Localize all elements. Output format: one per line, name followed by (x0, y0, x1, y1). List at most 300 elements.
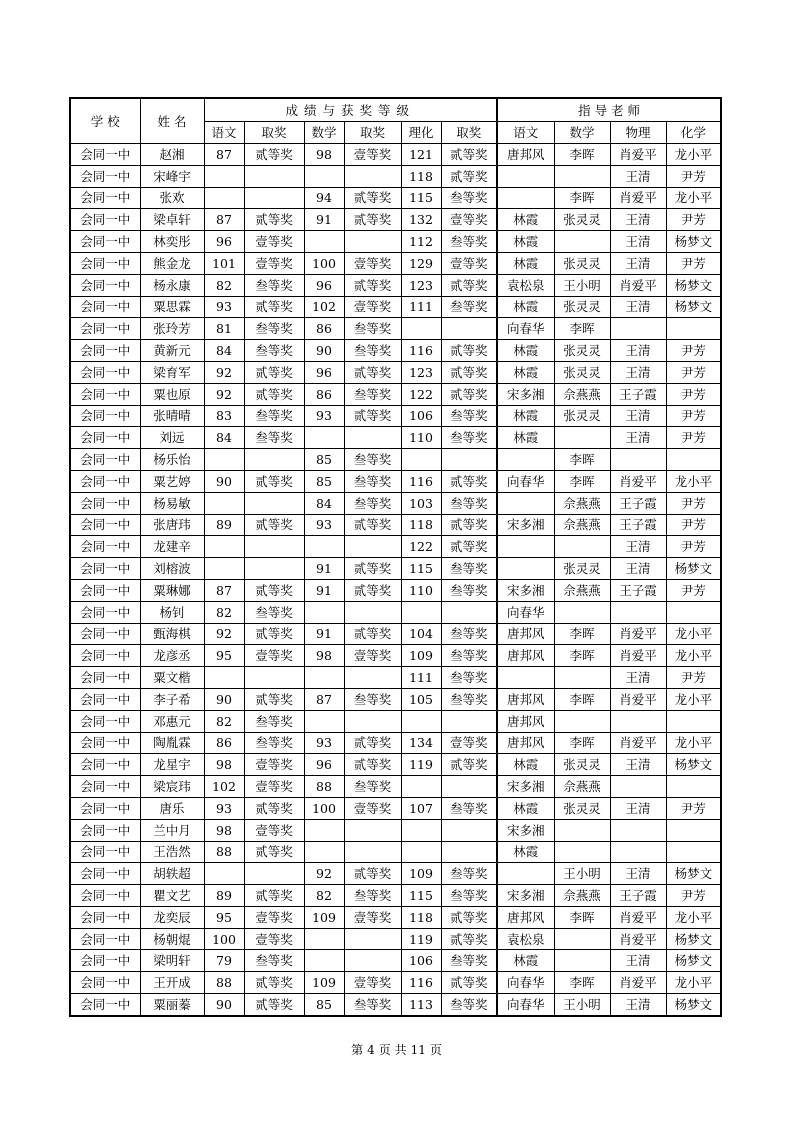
cell-teacher-physics: 肖爱平 (610, 972, 666, 994)
cell-student-name: 邓惠元 (140, 710, 204, 732)
cell-teacher-chemistry: 杨梦文 (666, 928, 721, 950)
cell-science-award: 叁等奖 (441, 187, 497, 209)
cell-teacher-chinese: 向春华 (497, 972, 554, 994)
cell-student-name: 梁明轩 (140, 950, 204, 972)
cell-teacher-chemistry: 杨梦文 (666, 994, 721, 1016)
cell-math-score (304, 427, 344, 449)
cell-teacher-physics: 肖爱平 (610, 623, 666, 645)
cell-math-award: 壹等奖 (344, 645, 401, 667)
cell-math-award: 贰等奖 (344, 187, 401, 209)
cell-teacher-math (554, 667, 610, 689)
cell-math-award: 贰等奖 (344, 274, 401, 296)
cell-teacher-physics: 肖爱平 (610, 144, 666, 166)
cell-science-score: 116 (401, 340, 441, 362)
table-row (70, 296, 721, 318)
cell-teacher-chinese: 林霞 (497, 797, 554, 819)
cell-teacher-chemistry: 杨梦文 (666, 754, 721, 776)
cell-teacher-chemistry: 尹芳 (666, 492, 721, 514)
cell-science-score (401, 449, 441, 471)
cell-teacher-chinese: 林霞 (497, 340, 554, 362)
cell-teacher-math: 张灵灵 (554, 558, 610, 580)
cell-school: 会同一中 (70, 514, 140, 536)
cell-chinese-score (204, 558, 244, 580)
cell-chinese-award (244, 667, 304, 689)
cell-chinese-award: 贰等奖 (244, 885, 304, 907)
cell-teacher-math: 张灵灵 (554, 252, 610, 274)
cell-teacher-chinese: 林霞 (497, 231, 554, 253)
cell-teacher-math (554, 427, 610, 449)
cell-teacher-chemistry (666, 449, 721, 471)
cell-chinese-score (204, 492, 244, 514)
table-row (70, 754, 721, 776)
cell-chinese-award: 壹等奖 (244, 231, 304, 253)
cell-math-score (304, 819, 344, 841)
cell-math-score: 100 (304, 797, 344, 819)
cell-science-score: 116 (401, 972, 441, 994)
cell-chinese-score: 90 (204, 470, 244, 492)
cell-teacher-chemistry: 杨梦文 (666, 274, 721, 296)
cell-science-score: 112 (401, 231, 441, 253)
cell-teacher-chemistry (666, 601, 721, 623)
cell-teacher-chemistry: 龙小平 (666, 972, 721, 994)
cell-school: 会同一中 (70, 405, 140, 427)
cell-teacher-chemistry (666, 776, 721, 798)
cell-chinese-award: 贰等奖 (244, 514, 304, 536)
cell-math-score (304, 231, 344, 253)
table-row (70, 819, 721, 841)
table-row (70, 579, 721, 601)
cell-teacher-math: 李晖 (554, 318, 610, 340)
table-row (70, 906, 721, 928)
cell-teacher-physics: 王清 (610, 231, 666, 253)
cell-math-award: 壹等奖 (344, 972, 401, 994)
cell-student-name: 梁宸玮 (140, 776, 204, 798)
table-row (70, 165, 721, 187)
cell-science-award: 叁等奖 (441, 296, 497, 318)
cell-science-award: 叁等奖 (441, 688, 497, 710)
cell-chinese-score (204, 536, 244, 558)
cell-math-award: 叁等奖 (344, 688, 401, 710)
cell-teacher-physics: 王子霞 (610, 492, 666, 514)
cell-science-score: 118 (401, 514, 441, 536)
header-teacher-chinese: 语文 (497, 122, 554, 144)
cell-teacher-physics (610, 841, 666, 863)
cell-teacher-physics: 王清 (610, 361, 666, 383)
cell-school: 会同一中 (70, 165, 140, 187)
cell-teacher-chinese: 向春华 (497, 318, 554, 340)
cell-chinese-score: 96 (204, 231, 244, 253)
cell-science-award (441, 601, 497, 623)
cell-math-award: 贰等奖 (344, 623, 401, 645)
cell-science-award: 贰等奖 (441, 536, 497, 558)
cell-science-award: 贰等奖 (441, 470, 497, 492)
cell-teacher-chinese: 宋多湘 (497, 579, 554, 601)
cell-school: 会同一中 (70, 906, 140, 928)
cell-science-award: 叁等奖 (441, 950, 497, 972)
cell-chinese-score: 102 (204, 776, 244, 798)
cell-teacher-chinese: 林霞 (497, 841, 554, 863)
cell-math-award (344, 667, 401, 689)
header-school: 学 校 (70, 98, 140, 144)
cell-math-award: 叁等奖 (344, 449, 401, 471)
cell-science-score: 106 (401, 950, 441, 972)
cell-math-score: 94 (304, 187, 344, 209)
cell-teacher-chinese: 林霞 (497, 950, 554, 972)
cell-teacher-chemistry: 龙小平 (666, 732, 721, 754)
cell-teacher-math: 佘燕燕 (554, 776, 610, 798)
cell-chinese-award: 叁等奖 (244, 732, 304, 754)
cell-student-name: 粟琳娜 (140, 579, 204, 601)
cell-teacher-math: 佘燕燕 (554, 383, 610, 405)
cell-teacher-chinese (497, 863, 554, 885)
cell-science-score: 122 (401, 383, 441, 405)
cell-student-name: 粟思霖 (140, 296, 204, 318)
cell-math-award: 叁等奖 (344, 492, 401, 514)
cell-school: 会同一中 (70, 667, 140, 689)
cell-math-score (304, 928, 344, 950)
cell-teacher-chinese: 林霞 (497, 754, 554, 776)
cell-teacher-chemistry (666, 710, 721, 732)
cell-teacher-math: 王小明 (554, 274, 610, 296)
cell-teacher-chinese: 宋多湘 (497, 514, 554, 536)
cell-math-award: 叁等奖 (344, 994, 401, 1016)
cell-chinese-award: 壹等奖 (244, 252, 304, 274)
cell-teacher-math: 王小明 (554, 863, 610, 885)
cell-math-score: 96 (304, 754, 344, 776)
cell-chinese-score: 81 (204, 318, 244, 340)
cell-teacher-chinese: 林霞 (497, 296, 554, 318)
cell-chinese-award (244, 558, 304, 580)
cell-teacher-chemistry: 尹芳 (666, 536, 721, 558)
cell-teacher-chinese (497, 187, 554, 209)
cell-teacher-physics: 王清 (610, 950, 666, 972)
cell-teacher-physics: 王清 (610, 252, 666, 274)
cell-teacher-chemistry: 尹芳 (666, 340, 721, 362)
cell-school: 会同一中 (70, 994, 140, 1016)
cell-chinese-score: 93 (204, 797, 244, 819)
cell-teacher-physics: 王清 (610, 536, 666, 558)
table-body (70, 144, 721, 1016)
cell-chinese-score: 89 (204, 885, 244, 907)
cell-teacher-chinese: 宋多湘 (497, 885, 554, 907)
cell-science-score: 107 (401, 797, 441, 819)
cell-science-score: 109 (401, 863, 441, 885)
cell-math-award: 叁等奖 (344, 470, 401, 492)
header-award-science: 取奖 (441, 122, 497, 144)
cell-science-award: 贰等奖 (441, 165, 497, 187)
cell-teacher-physics: 肖爱平 (610, 274, 666, 296)
cell-school: 会同一中 (70, 383, 140, 405)
cell-school: 会同一中 (70, 470, 140, 492)
cell-teacher-math: 李晖 (554, 688, 610, 710)
cell-science-award (441, 841, 497, 863)
cell-teacher-math: 张灵灵 (554, 754, 610, 776)
cell-school: 会同一中 (70, 819, 140, 841)
cell-school: 会同一中 (70, 885, 140, 907)
cell-math-score: 96 (304, 361, 344, 383)
cell-chinese-score: 101 (204, 252, 244, 274)
cell-science-score (401, 318, 441, 340)
cell-teacher-physics: 王清 (610, 427, 666, 449)
cell-math-award: 贰等奖 (344, 209, 401, 231)
cell-chinese-score: 88 (204, 841, 244, 863)
header-grades: 成绩与获奖等级 (204, 98, 497, 122)
cell-student-name: 黄新元 (140, 340, 204, 362)
table-row (70, 187, 721, 209)
cell-chinese-award: 壹等奖 (244, 928, 304, 950)
table-row (70, 645, 721, 667)
cell-student-name: 龙奕辰 (140, 906, 204, 928)
cell-science-score: 119 (401, 754, 441, 776)
cell-chinese-score: 95 (204, 645, 244, 667)
cell-teacher-chinese: 袁松泉 (497, 928, 554, 950)
cell-science-award: 叁等奖 (441, 492, 497, 514)
cell-school: 会同一中 (70, 449, 140, 471)
table-row (70, 863, 721, 885)
cell-chinese-score: 88 (204, 972, 244, 994)
cell-math-score (304, 667, 344, 689)
cell-school: 会同一中 (70, 427, 140, 449)
cell-teacher-chemistry (666, 841, 721, 863)
header-science: 理化 (401, 122, 441, 144)
cell-student-name: 粟艺婷 (140, 470, 204, 492)
cell-student-name: 胡轶超 (140, 863, 204, 885)
cell-science-award: 贰等奖 (441, 754, 497, 776)
cell-math-score: 109 (304, 972, 344, 994)
cell-science-award: 叁等奖 (441, 994, 497, 1016)
cell-teacher-math: 李晖 (554, 732, 610, 754)
cell-teacher-physics: 王清 (610, 558, 666, 580)
header-name: 姓 名 (140, 98, 204, 144)
cell-science-award: 壹等奖 (441, 732, 497, 754)
cell-chinese-score: 83 (204, 405, 244, 427)
cell-teacher-math (554, 165, 610, 187)
cell-science-award (441, 776, 497, 798)
table-row (70, 732, 721, 754)
cell-chinese-award: 叁等奖 (244, 274, 304, 296)
cell-student-name: 甄海棋 (140, 623, 204, 645)
cell-chinese-award (244, 863, 304, 885)
cell-teacher-physics: 王清 (610, 165, 666, 187)
cell-teacher-chemistry: 杨梦文 (666, 558, 721, 580)
cell-chinese-award (244, 536, 304, 558)
cell-school: 会同一中 (70, 928, 140, 950)
cell-math-score: 100 (304, 252, 344, 274)
cell-science-score: 116 (401, 470, 441, 492)
cell-teacher-math (554, 950, 610, 972)
cell-science-score: 121 (401, 144, 441, 166)
cell-student-name: 龙建辛 (140, 536, 204, 558)
cell-math-score: 88 (304, 776, 344, 798)
cell-chinese-score: 95 (204, 906, 244, 928)
cell-teacher-chinese: 向春华 (497, 601, 554, 623)
cell-teacher-physics: 王清 (610, 863, 666, 885)
cell-school: 会同一中 (70, 863, 140, 885)
cell-science-award: 叁等奖 (441, 863, 497, 885)
cell-math-award: 壹等奖 (344, 296, 401, 318)
cell-science-score (401, 601, 441, 623)
cell-math-award: 叁等奖 (344, 885, 401, 907)
cell-student-name: 梁育军 (140, 361, 204, 383)
cell-student-name: 唐乐 (140, 797, 204, 819)
cell-chinese-score: 92 (204, 623, 244, 645)
cell-teacher-chinese: 唐邦风 (497, 732, 554, 754)
cell-teacher-physics (610, 819, 666, 841)
table-row (70, 209, 721, 231)
cell-chinese-award: 壹等奖 (244, 906, 304, 928)
cell-teacher-physics: 肖爱平 (610, 732, 666, 754)
table-row (70, 667, 721, 689)
cell-math-award (344, 950, 401, 972)
page-footer (0, 1041, 793, 1058)
cell-math-award: 贰等奖 (344, 514, 401, 536)
cell-student-name: 杨乐怡 (140, 449, 204, 471)
cell-math-score (304, 950, 344, 972)
cell-chinese-score: 98 (204, 819, 244, 841)
cell-science-award: 叁等奖 (441, 405, 497, 427)
cell-chinese-score: 82 (204, 601, 244, 623)
cell-student-name: 张晴晴 (140, 405, 204, 427)
cell-science-award: 贰等奖 (441, 340, 497, 362)
cell-teacher-chemistry: 尹芳 (666, 667, 721, 689)
cell-math-score: 91 (304, 209, 344, 231)
cell-math-award (344, 427, 401, 449)
cell-teacher-physics: 王清 (610, 209, 666, 231)
cell-math-award: 叁等奖 (344, 318, 401, 340)
cell-teacher-math (554, 231, 610, 253)
cell-math-award: 壹等奖 (344, 797, 401, 819)
cell-chinese-award: 贰等奖 (244, 296, 304, 318)
cell-teacher-chemistry: 杨梦文 (666, 950, 721, 972)
cell-science-score: 119 (401, 928, 441, 950)
cell-school: 会同一中 (70, 492, 140, 514)
cell-teacher-chinese: 唐邦风 (497, 623, 554, 645)
cell-school: 会同一中 (70, 209, 140, 231)
cell-teacher-physics (610, 776, 666, 798)
cell-teacher-chemistry: 尹芳 (666, 361, 721, 383)
cell-math-score: 91 (304, 623, 344, 645)
cell-science-score: 110 (401, 579, 441, 601)
cell-math-score: 85 (304, 449, 344, 471)
cell-school: 会同一中 (70, 536, 140, 558)
footer-mid: 页 共 (378, 1043, 407, 1057)
cell-chinese-award: 贰等奖 (244, 623, 304, 645)
table-row (70, 972, 721, 994)
table-row (70, 776, 721, 798)
cell-teacher-physics: 王清 (610, 340, 666, 362)
cell-science-score: 118 (401, 165, 441, 187)
cell-teacher-chemistry: 龙小平 (666, 623, 721, 645)
cell-chinese-award: 叁等奖 (244, 427, 304, 449)
cell-chinese-score: 92 (204, 361, 244, 383)
cell-teacher-chemistry: 尹芳 (666, 209, 721, 231)
table-row (70, 492, 721, 514)
cell-chinese-score: 90 (204, 688, 244, 710)
cell-school: 会同一中 (70, 950, 140, 972)
cell-math-score: 84 (304, 492, 344, 514)
cell-teacher-chinese: 向春华 (497, 470, 554, 492)
cell-school: 会同一中 (70, 274, 140, 296)
cell-student-name: 粟文楷 (140, 667, 204, 689)
cell-teacher-chinese: 唐邦风 (497, 144, 554, 166)
cell-math-award (344, 601, 401, 623)
cell-math-score: 90 (304, 340, 344, 362)
cell-teacher-chemistry: 龙小平 (666, 645, 721, 667)
cell-science-award: 叁等奖 (441, 885, 497, 907)
cell-school: 会同一中 (70, 754, 140, 776)
table-row (70, 710, 721, 732)
cell-teacher-chinese: 林霞 (497, 361, 554, 383)
table-row (70, 274, 721, 296)
cell-chinese-award: 贰等奖 (244, 383, 304, 405)
cell-teacher-physics: 王清 (610, 405, 666, 427)
cell-chinese-award: 贰等奖 (244, 470, 304, 492)
cell-student-name: 杨钊 (140, 601, 204, 623)
header-award-chinese: 取奖 (244, 122, 304, 144)
cell-science-award: 叁等奖 (441, 231, 497, 253)
cell-teacher-math (554, 601, 610, 623)
cell-student-name: 刘远 (140, 427, 204, 449)
table-row (70, 514, 721, 536)
cell-teacher-math: 李晖 (554, 645, 610, 667)
cell-science-score: 104 (401, 623, 441, 645)
cell-science-score: 111 (401, 296, 441, 318)
cell-chinese-award: 贰等奖 (244, 797, 304, 819)
cell-teacher-chemistry (666, 318, 721, 340)
cell-science-score: 106 (401, 405, 441, 427)
cell-math-award: 壹等奖 (344, 252, 401, 274)
cell-math-award (344, 165, 401, 187)
cell-teacher-chemistry: 尹芳 (666, 885, 721, 907)
cell-chinese-award: 贰等奖 (244, 688, 304, 710)
cell-teacher-chemistry (666, 819, 721, 841)
footer-prefix: 第 (351, 1043, 364, 1057)
cell-chinese-score: 84 (204, 340, 244, 362)
cell-math-award: 贰等奖 (344, 732, 401, 754)
cell-teacher-chinese: 林霞 (497, 405, 554, 427)
table-row (70, 558, 721, 580)
cell-science-score: 122 (401, 536, 441, 558)
cell-teacher-physics (610, 601, 666, 623)
cell-math-score: 93 (304, 732, 344, 754)
cell-chinese-award: 叁等奖 (244, 318, 304, 340)
cell-science-award: 叁等奖 (441, 797, 497, 819)
cell-science-award: 壹等奖 (441, 209, 497, 231)
cell-chinese-award: 贰等奖 (244, 361, 304, 383)
cell-chinese-award: 贰等奖 (244, 994, 304, 1016)
cell-chinese-award: 壹等奖 (244, 776, 304, 798)
cell-school: 会同一中 (70, 144, 140, 166)
cell-student-name: 龙星宇 (140, 754, 204, 776)
cell-student-name: 陶胤霖 (140, 732, 204, 754)
cell-science-award (441, 449, 497, 471)
cell-math-score: 93 (304, 514, 344, 536)
cell-chinese-award: 贰等奖 (244, 841, 304, 863)
cell-math-score: 98 (304, 645, 344, 667)
cell-teacher-chemistry: 尹芳 (666, 405, 721, 427)
cell-teacher-math: 李晖 (554, 449, 610, 471)
cell-chinese-award (244, 165, 304, 187)
cell-chinese-score: 90 (204, 994, 244, 1016)
cell-math-score: 102 (304, 296, 344, 318)
cell-teacher-math: 佘燕燕 (554, 514, 610, 536)
cell-teacher-math: 李晖 (554, 187, 610, 209)
cell-science-score: 111 (401, 667, 441, 689)
award-table (69, 97, 722, 1017)
cell-science-score: 103 (401, 492, 441, 514)
cell-student-name: 张唐玮 (140, 514, 204, 536)
cell-math-score: 98 (304, 144, 344, 166)
